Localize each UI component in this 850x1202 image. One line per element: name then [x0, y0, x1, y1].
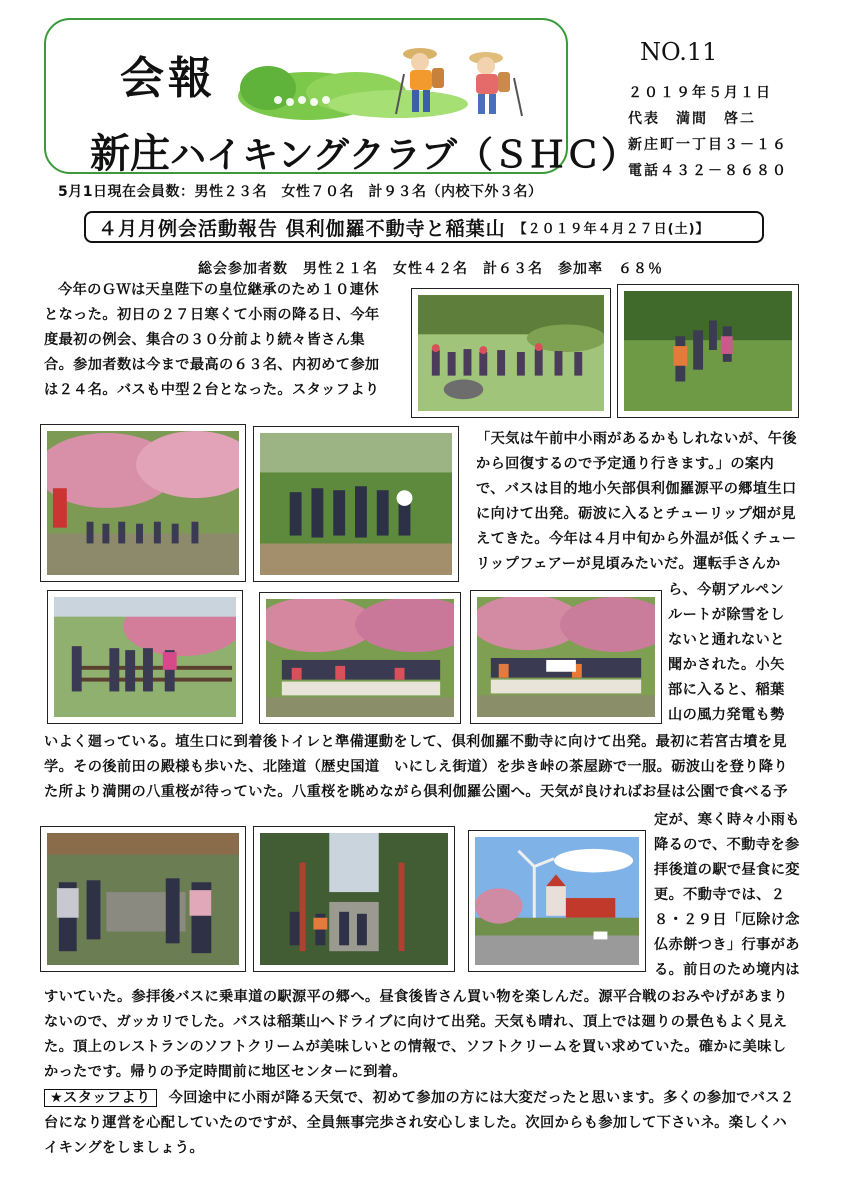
issue-number: NO.11 — [640, 38, 718, 66]
staff-label: ★スタッフより — [44, 1089, 157, 1107]
text-line: 台になり運営を心配していたのですが、全員無事完歩され安心しました。次回からも参加して下さいネ。楽しくハ — [44, 1115, 788, 1131]
text-line: ８・２９日「厄除け念 — [654, 912, 800, 928]
text-line: る。前日のため境内は — [654, 962, 800, 978]
photo-temple-purification — [40, 826, 246, 972]
text-line: いよく廻っている。埴生口に到着後トイレと準備運動をして、倶利伽羅不動寺に向けて出発。最初に若宮古墳を見 — [44, 734, 787, 750]
text-line: 聞かされた。小矢 — [668, 657, 785, 673]
text-line: 更。不動寺では、２ — [654, 887, 786, 903]
member-count: 5月1日現在会員数：男性２３名 女性７０名 計９３名（内校下外３名） — [58, 184, 543, 200]
text-line: た。頂上のレストランのソフトクリームが美味しいとの情報で、ソフトクリームを買い求めていた。確かに美味し — [44, 1039, 787, 1055]
article-headline — [84, 211, 764, 243]
article-block-5 — [654, 808, 800, 983]
article-block-1 — [44, 278, 380, 403]
text-line: から回復するので予定通り行きます。」の案内 — [476, 456, 775, 472]
text-line: ルートが除雪をし — [668, 607, 785, 623]
text-line: 部に入ると、稲葉 — [668, 682, 785, 698]
photo-group-photo-1 — [259, 592, 461, 724]
photo-walking-trail — [617, 284, 799, 418]
club-name-rest: ハイキングクラブ（ＳＨＣ） — [170, 135, 637, 176]
text-line: 降るので、不動寺を参 — [654, 837, 800, 853]
phone: 電話４３２－８６８０ — [628, 163, 788, 179]
text-line: ら、今朝アルペン — [668, 582, 785, 598]
newsletter-title: 会報 — [120, 53, 216, 104]
text-line: えてきた。今年は４月中旬から外温が低くチュー — [476, 531, 797, 547]
text-line: は２４名。バスも中型２台となった。スタッフより — [44, 382, 380, 398]
text-line: 今回途中に小雨が降る天気で、初めて参加の方には大変だったと思います。多くの参加でバス２ — [168, 1090, 795, 1106]
text-line: すいていた。参拝後バスに乗車道の駅源平の郷へ。昼食後皆さん買い物を楽しんだ。源平合戦のおみやげがあまり — [44, 989, 788, 1005]
text-line: 今年のＧＷは天皇陛下の皇位継承のため１０連休 — [58, 282, 379, 298]
text-line: 学。その後前田の殿様も歩いた、北陸道（歴史国道 いにしえ街道）を歩き峠の茶屋跡で一服。砺波山を登り降り — [44, 759, 788, 775]
text-line: 度最初の例会、集合の３０分前より続々皆さん集 — [44, 332, 365, 348]
text-line: 定が、寒く時々小雨も — [654, 812, 800, 828]
representative: 代表 満間 啓二 — [628, 111, 756, 127]
photo-forest-group — [253, 426, 459, 582]
text-line: た所より満開の八重桜が待っていた。八重桜を眺めながら倶利伽羅公園へ。天気が良ければお昼は公園で食べる予 — [44, 784, 788, 800]
text-line: に向けて出発。砺波に入るとチューリップ畑が見 — [476, 506, 796, 522]
text-line: となった。初日の２７日寒くて小雨の降る日、今年 — [44, 307, 380, 323]
headline-date: 【２０１９年４月２７日(土)】 — [513, 221, 710, 237]
photo-temple-stairs — [253, 826, 455, 972]
text-line: 拝後道の駅で昼食に変 — [654, 862, 800, 878]
hikers-illustration — [238, 38, 548, 120]
text-line: ないと通れないと — [668, 632, 785, 648]
text-line: リップフェアーが見頃みたいだ。運転手さんか — [476, 556, 781, 572]
text-line: 山の風力発電も勢 — [668, 707, 785, 723]
headline-title: ４月月例会活動報告 倶利伽羅不動寺と稲葉山 — [98, 217, 506, 240]
text-line: で、バスは目的地小矢部倶利伽羅源平の郷埴生口 — [476, 481, 797, 497]
participant-stats: 総会参加者数 男性２１名 女性４２名 計６３名 参加率 ６８％ — [198, 261, 663, 277]
staff-note — [44, 1086, 795, 1161]
club-name — [90, 122, 637, 179]
text-line: かったです。帰りの予定時間前に地区センターに到着。 — [44, 1064, 407, 1080]
issue-date: ２０１９年５月１日 — [628, 85, 772, 101]
photo-wind-turbine-summit — [468, 830, 646, 972]
text-line: イキングをしましょう。 — [44, 1140, 205, 1156]
text-line: 合。参加者数は今まで最高の６３名、内初めて参加 — [44, 357, 380, 373]
article-block-3 — [668, 578, 785, 728]
text-line: ないので、ガッカリでした。バスは稲葉山へドライブに向けて出発。天気も晴れ、頂上では廻りの景色もよく見え — [44, 1014, 788, 1030]
club-name-place: 新庄 — [90, 131, 170, 177]
article-block-4 — [44, 730, 788, 805]
article-block-6 — [44, 985, 788, 1085]
photo-cherry-blossom-path — [40, 424, 246, 582]
photo-group-photo-2 — [470, 590, 662, 724]
article-block-2 — [476, 427, 797, 577]
photo-group-at-kofun — [411, 288, 611, 418]
text-line: 仏赤餅つき」行事があ — [654, 937, 800, 953]
address: 新庄町一丁目３－１６ — [628, 137, 788, 153]
text-line: 「天気は午前中小雨があるかもしれないが、午後 — [476, 431, 797, 447]
photo-fence-hikers — [47, 590, 243, 724]
